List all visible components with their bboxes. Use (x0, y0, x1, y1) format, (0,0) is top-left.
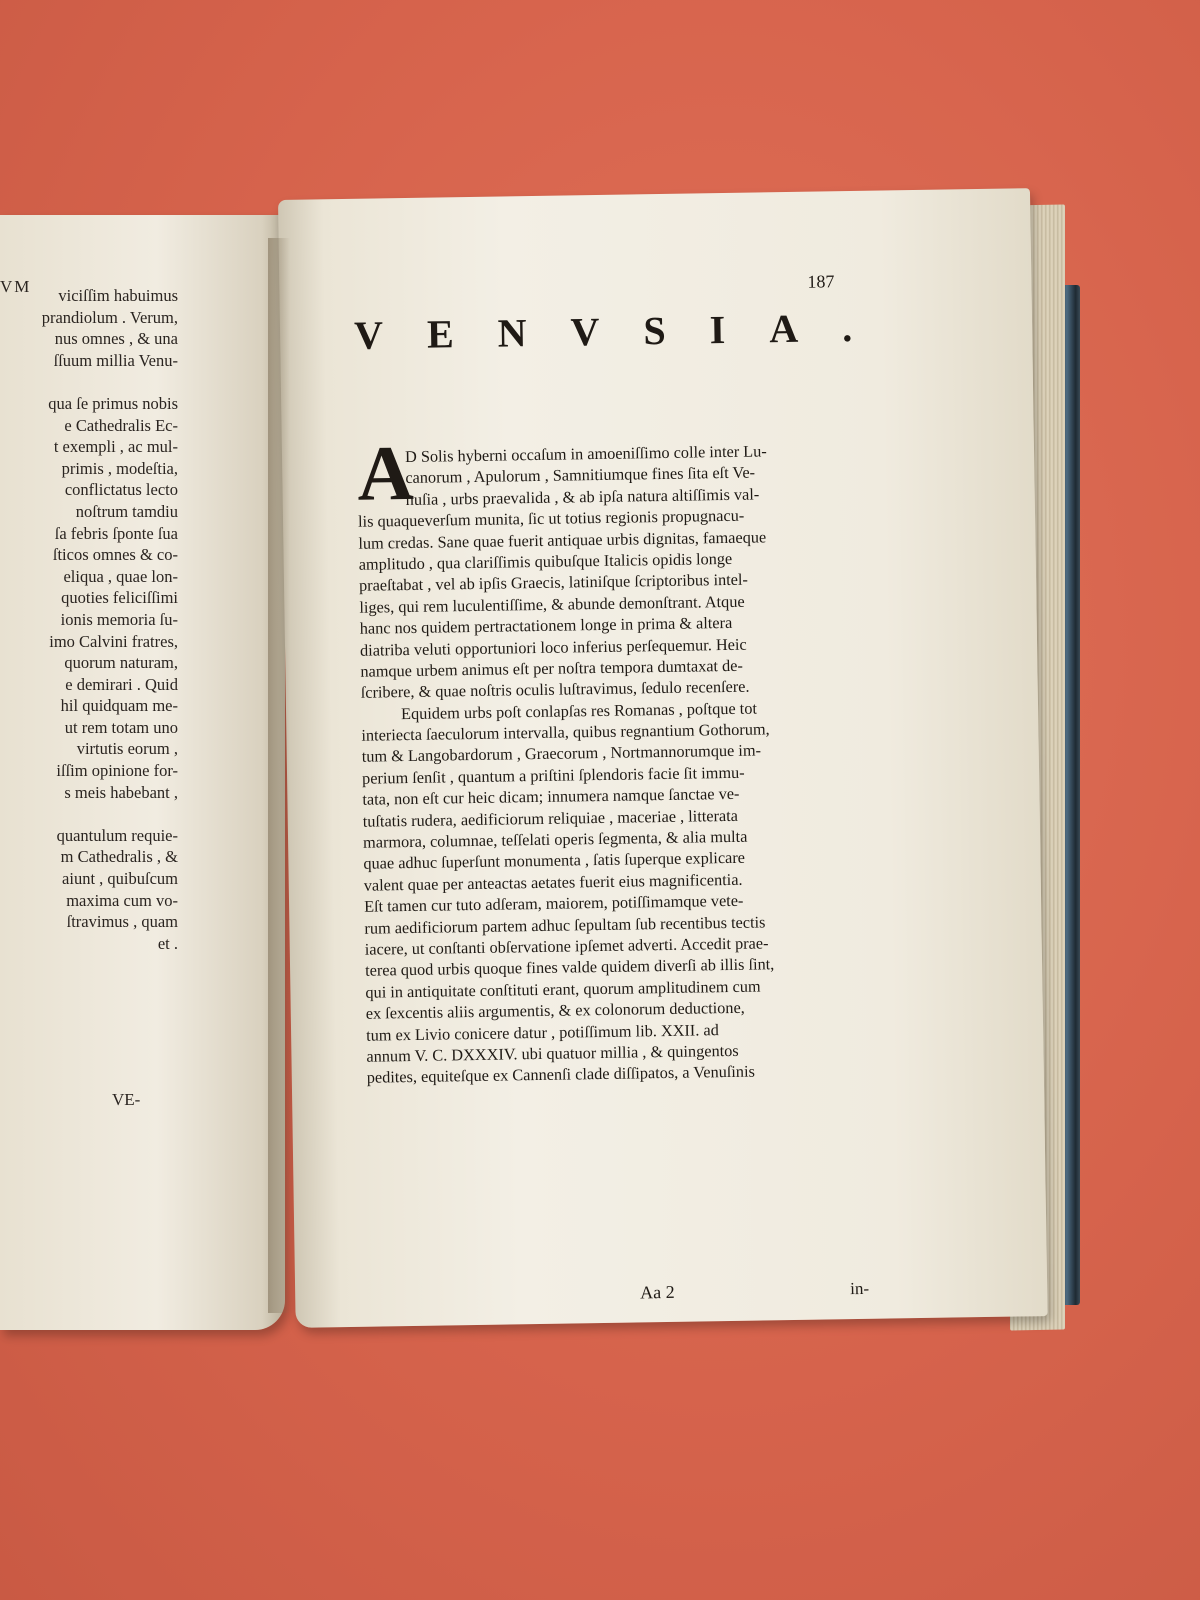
left-text-line (0, 371, 178, 393)
left-running-head: VM (0, 277, 32, 296)
left-text-line: ionis memoria ſu- (60, 609, 178, 629)
body-text-line: nuſia , urbs praevalida , & ab ipſa natura altiſſimis val- (405, 484, 760, 509)
left-text-line: qua ſe primus nobis (48, 393, 178, 413)
left-text-line: s meis habebant , (64, 782, 178, 802)
body-text-line: quae adhuc ſuperſunt monumenta , ſatis ſuperque explicare (363, 848, 746, 874)
left-catchword: VE- (112, 1090, 141, 1109)
body-text-line: Eſt tamen cur tuto adſeram, maiorem, potiſſimamque vete- (363, 890, 744, 916)
body-text-line: ſcribere, & quae noſtris oculis luſtravimus, ſedulo recenſere. (360, 676, 750, 703)
body-text-line: tuſtatis rudera, aedificiorum reliquiae , maceriae , litterata (362, 805, 739, 831)
left-text-line: iſſim opinione for- (56, 761, 178, 781)
left-text-line: m Cathedralis , & (60, 847, 178, 867)
body-text-line: rum aedificiorum partem adhuc ſepultam ſub recentibus tectis (364, 912, 766, 938)
signature-mark: Aa 2 (640, 1281, 675, 1303)
left-text-line: imo Calvini fratres, (49, 631, 178, 651)
left-text-line: et . (157, 933, 178, 953)
left-text-line: conflictatus lecto (64, 480, 178, 500)
body-text-line: tata, non eſt cur heic dicam; innumera namque ſanctae ve- (362, 784, 740, 809)
left-text-line: eliqua , quae lon- (63, 566, 178, 586)
left-text-line: ſtravimus , quam (66, 912, 178, 932)
left-text-line: quorum naturam, (64, 653, 178, 673)
left-text-line: e demirari . Quid (65, 674, 178, 694)
catchword: in- (850, 1278, 870, 1299)
left-text-line: hil quidquam me- (60, 696, 178, 716)
left-page-text (0, 285, 178, 954)
left-text-line: noſtrum tamdiu (75, 501, 178, 521)
left-text-line: ſticos omnes & co- (52, 545, 178, 565)
left-text-line: prandiolum . Verum, (41, 307, 178, 327)
body-text-line: lis quaqueverſum munita, ſic ut totius regionis propugnacu- (357, 505, 745, 531)
body-text-line: D Solis hyberni occaſum in amoeniſſimo colle inter Lu- (404, 441, 767, 467)
body-text-line: pedites, equiteſque ex Cannenſi clade diſſipatos, a Venuſinis (366, 1061, 755, 1088)
left-text-line: nus omnes , & una (54, 329, 178, 349)
left-text-line: virtutis eorum , (76, 739, 178, 759)
left-text-line: quoties feliciſſimi (61, 588, 178, 608)
left-text-line: aiunt , quibuſcum (62, 869, 178, 889)
body-text-line: Equidem urbs poſt conlapſas res Romanas , poſtque tot (400, 698, 758, 723)
left-page (0, 215, 285, 1330)
body-text-line: ex ſexcentis aliis argumentis, & ex colonorum deductione, (365, 997, 745, 1023)
left-text-line: primis , modeſtia, (61, 458, 178, 478)
body-text-line: annum V. C. DXXXIV. ubi quatuor millia , & quingentos (366, 1040, 739, 1066)
body-text-line: amplitudo , qua clariſſimis quibuſque Italicis opidis longe (358, 548, 733, 574)
body-text-line: praeſtabat , vel ab ipſis Graecis, latiniſque ſcriptoribus intel- (358, 570, 748, 596)
body-text-line: liges, qui rem luculentiſſime, & abunde demonſtrant. Atque (359, 591, 745, 617)
body-text-line: canorum , Apulorum , Samnitiumque fines ſita eſt Ve- (405, 462, 756, 488)
body-text-line: lum credas. Sane quae fuerit antiquae urbis dignitas, famaeque (358, 526, 767, 553)
left-text-line: ſſuum millia Venu- (53, 350, 178, 370)
left-text-line: ut rem totam uno (64, 717, 178, 737)
left-text-line (0, 803, 178, 825)
body-text-line: namque urbem animus eſt per noſtra tempora dumtaxat de- (360, 655, 743, 681)
body-text-line: valent quae per anteactas aetates fuerit eius magnificentia. (363, 869, 743, 895)
body-text-line: tum ex Livio conicere datur , potiſſimum lib. XXII. ad (365, 1019, 719, 1045)
page-number: 187 (807, 271, 835, 292)
left-text-line: e Cathedralis Ec- (64, 415, 178, 435)
right-page (278, 188, 1048, 1328)
body-text-line: terea quod urbis quoque fines valde quidem diverſi ab illis ſint, (364, 954, 775, 981)
body-text-line: tum & Langobardorum , Graecorum , Nortmannorumque im- (361, 740, 762, 767)
left-text-line: maxima cum vo- (66, 890, 178, 910)
page-title: VENVSIA. (353, 304, 897, 358)
body-text-line: qui in antiquitate conſtituti erant, quorum amplitudinem cum (365, 976, 761, 1002)
body-text (356, 428, 879, 1089)
left-text-line: viciſſim habuimus (58, 286, 178, 305)
body-text-line: marmora, columnae, teſſelati operis ſegmenta, & alia multa (362, 826, 748, 852)
body-text-line: hanc nos quidem pertractationem longe in prima & altera (359, 613, 733, 638)
body-text-line: diatriba veluti opportuniori loco inferius perſequemur. Heic (359, 634, 747, 660)
left-text-line: t exempli , ac mul- (53, 437, 178, 457)
book-gutter (268, 238, 290, 1313)
left-text-line: ſa febris ſponte ſua (54, 523, 178, 543)
body-text-line: iacere, ut conſtanti obſervatione ipſemet adverti. Accedit prae- (364, 933, 769, 959)
body-text-line: perium ſenſit , quantum a priſtini ſplendoris facie ſit immu- (361, 762, 745, 788)
left-text-line: quantulum requie- (56, 825, 178, 845)
drop-cap: A (356, 428, 415, 517)
body-text-line: interiecta ſaeculorum intervalla, quibus regnantium Gothorum, (361, 719, 770, 745)
